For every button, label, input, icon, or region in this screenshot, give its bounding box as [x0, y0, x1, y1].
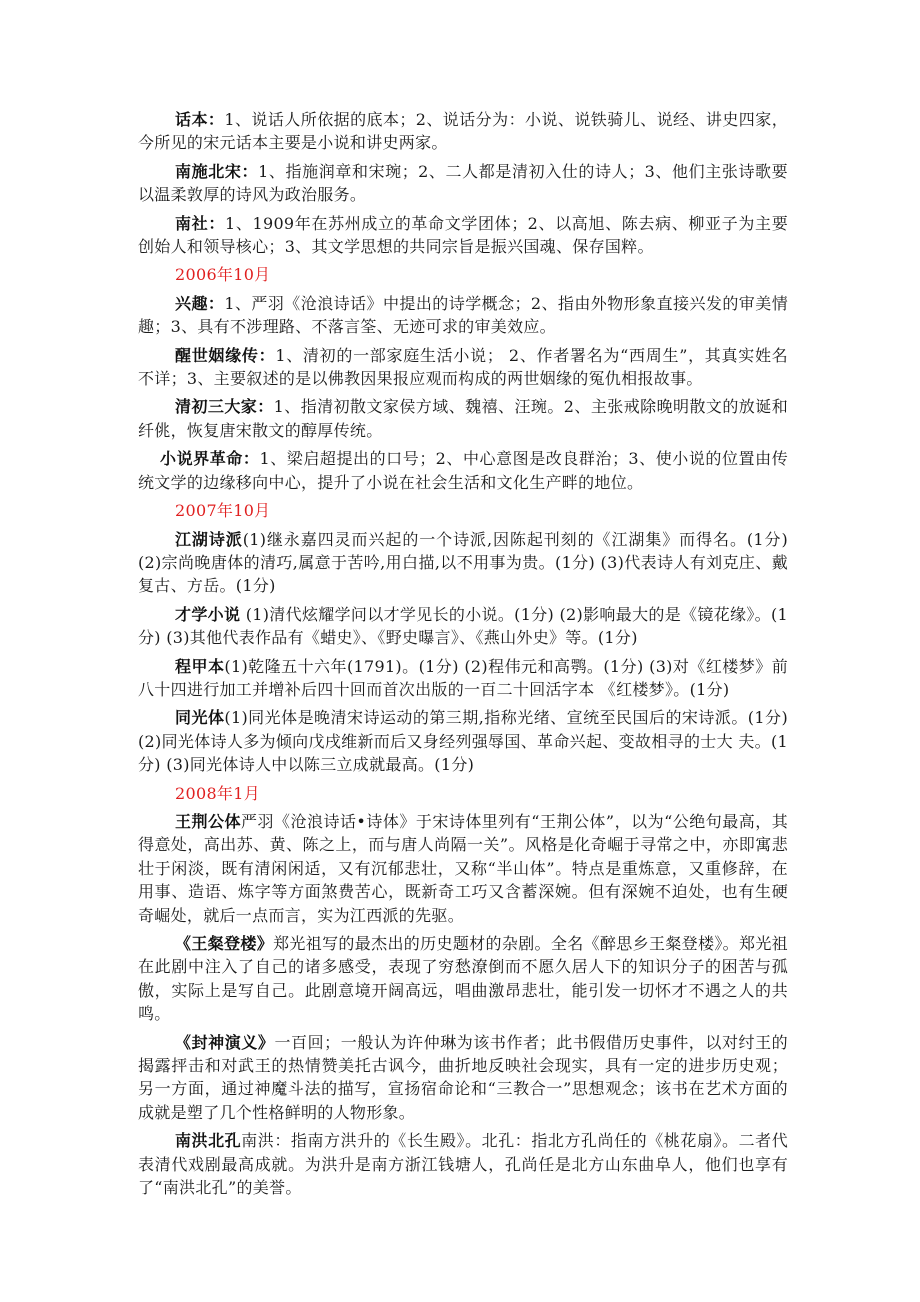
- glossary-entry: [138, 655, 788, 702]
- entry-term: 南洪北孔: [175, 1131, 242, 1151]
- entry-term: 江湖诗派: [175, 529, 243, 549]
- entry-definition: (1)清代炫耀学问以才学见长的小说。(1分) (2)影响最大的是《镜花缘》。(1分) (3)其他代表作品有《蜡史》、《野史曝言》、《燕山外史》等。(1分): [138, 604, 789, 648]
- glossary-entry: [138, 1031, 788, 1125]
- entry-term: 清初三大家：: [175, 397, 274, 417]
- glossary-entry: [138, 932, 788, 1026]
- entry-term: 《王粲登楼》: [175, 934, 274, 953]
- entry-definition: 严羽《沧浪诗话•诗体》于宋诗体里列有“王荆公体”，以为“公绝句最高，其得意处，高出苏、黄、陈之上，而与唐人尚隔一关”。风格是化奇崛于寻常之中，亦即寓悲壮于闲淡，既有清闲闲适，又有沉郁悲壮，又称“半山体”。特点是重炼意，又重修辞，在用事、造语、炼字等方面煞费苦心，既新奇工巧又含蓄深婉。但有深婉不迫处，也有生硬奇崛处，就后一点而言，实为江西派的先驱。: [138, 811, 789, 925]
- entry-term: 南施北宋：: [175, 161, 259, 181]
- glossary-entry: [138, 160, 788, 207]
- glossary-entry: [138, 603, 788, 650]
- date-heading: 2006年10月: [175, 265, 271, 285]
- entry-definition: 一百回；一般认为许仲琳为该书作者；此书假借历史事件，以对纣王的揭露抨击和对武王的热情赞美托古讽今，曲折地反映社会现实，具有一定的进步历史观；另一方面，通过神魔斗法的描写，宣扬宿命论和“三教合一”思想观念；该书在艺术方面的成就是塑了几个性格鲜明的人物形象。: [138, 1032, 788, 1122]
- glossary-entry: [138, 528, 788, 598]
- entry-definition: 1、说话人所依据的底本；2、说话分为：小说、说铁骑儿、说经、讲史四家，今所见的宋元话本主要是小说和讲史两家。: [138, 110, 788, 153]
- entry-definition: (1)同光体是晚清宋诗运动的第三期,指称光绪、宣统至民国后的宋诗派。(1分) (2)同光体诗人多为倾向戊戌维新而后又身经列强辱国、革命兴起、变故相寻的士大 夫。(1分) (3)同光体诗人中以陈三立成就最高。(1分): [138, 708, 788, 775]
- glossary-entry: [138, 344, 788, 391]
- entry-term: 王荆公体: [175, 811, 241, 831]
- entry-definition: 1、1909年在苏州成立的革命文学团体；2、以高旭、陈去病、柳亚子为主要创始人和领导核心；3、其文学思想的共同宗旨是振兴国魂、保存国粹。: [138, 213, 788, 257]
- entry-definition: 1、梁启超提出的口号；2、中心意图是改良群治；3、使小说的位置由传统文学的边缘移向中心，提升了小说在社会生活和文化生产畔的地位。: [138, 449, 788, 492]
- glossary-entry: [138, 212, 788, 259]
- entry-term: 《封神演义》: [175, 1032, 275, 1052]
- entry-definition: 1、清初的一部家庭生活小说； 2、作者署名为“西周生”，其真实姓名不详；3、主要叙述的是以佛教因果报应观而构成的两世姻缘的冤仇相报故事。: [138, 345, 788, 389]
- entry-term: 话本：: [175, 110, 225, 129]
- entry-definition: (1)乾隆五十六年(1791)。(1分) (2)程伟元和高鹗。(1分) (3)对《红楼梦》前八十四进行加工并增补后四十回而首次出版的一百二十回活字本 《红楼梦》。(1分): [138, 656, 789, 699]
- entry-term: 程甲本: [175, 656, 225, 676]
- entry-term: 小说界革命：: [160, 449, 260, 469]
- entry-definition: 南洪：指南方洪升的《长生殿》。北孔：指北方孔尚任的《桃花扇》。二者代表清代戏剧最高成就。为洪升是南方浙江钱塘人，孔尚任是北方山东曲阜人，他们也享有了“南洪北孔”的美誉。: [138, 1131, 789, 1198]
- date-heading: 2007年10月: [175, 501, 271, 521]
- entry-definition: 1、指清初散文家侯方域、魏禧、汪琬。2、主张戒除晚明散文的放诞和纤佻，恢复唐宋散文的醇厚传统。: [138, 397, 788, 440]
- entry-term: 同光体: [175, 708, 225, 728]
- entry-term: 醒世姻缘传：: [175, 345, 276, 365]
- glossary-entry: [138, 447, 788, 494]
- entry-definition: 郑光祖写的最杰出的历史题材的杂剧。全名《醉思乡王粲登楼》。郑光祖在此剧中注入了自己的诸多感受，表现了穷愁潦倒而不愿久居人下的知识分子的困苦与孤傲，实际上是写自己。此剧意境开阔高远，唱曲激昂悲壮，能引发一切怀才不遇之人的共鸣。: [138, 934, 788, 1024]
- entry-definition: 1、指施润章和宋琬；2、二人都是清初入仕的诗人；3、他们主张诗歌要以温柔敦厚的诗风为政治服务。: [138, 161, 788, 205]
- entry-definition: 1、严羽《沧浪诗话》中提出的诗学概念；2、指由外物形象直接兴发的审美情趣；3、具有不涉理路、不落言筌、无迹可求的审美效应。: [138, 293, 788, 337]
- glossary-entry: [138, 1129, 788, 1199]
- entry-term: 兴趣：: [175, 293, 225, 313]
- entry-term: 南社：: [175, 213, 225, 233]
- entry-term: 才学小说: [175, 604, 241, 624]
- glossary-entry: [138, 395, 788, 442]
- glossary-entry: [138, 706, 788, 776]
- glossary-entry: [138, 108, 788, 155]
- glossary-entry: [138, 810, 788, 927]
- glossary-entry: [138, 292, 788, 339]
- entry-definition: (1)继永嘉四灵而兴起的一个诗派,因陈起刊刻的《江湖集》而得名。(1分) (2)宗尚晚唐体的清巧,属意于苦吟,用白描,以不用事为贵。(1分) (3)代表诗人有刘克庄、戴复古、方岳。(1分): [138, 529, 789, 596]
- date-heading: 2008年1月: [175, 783, 260, 803]
- document-body: [138, 108, 788, 1204]
